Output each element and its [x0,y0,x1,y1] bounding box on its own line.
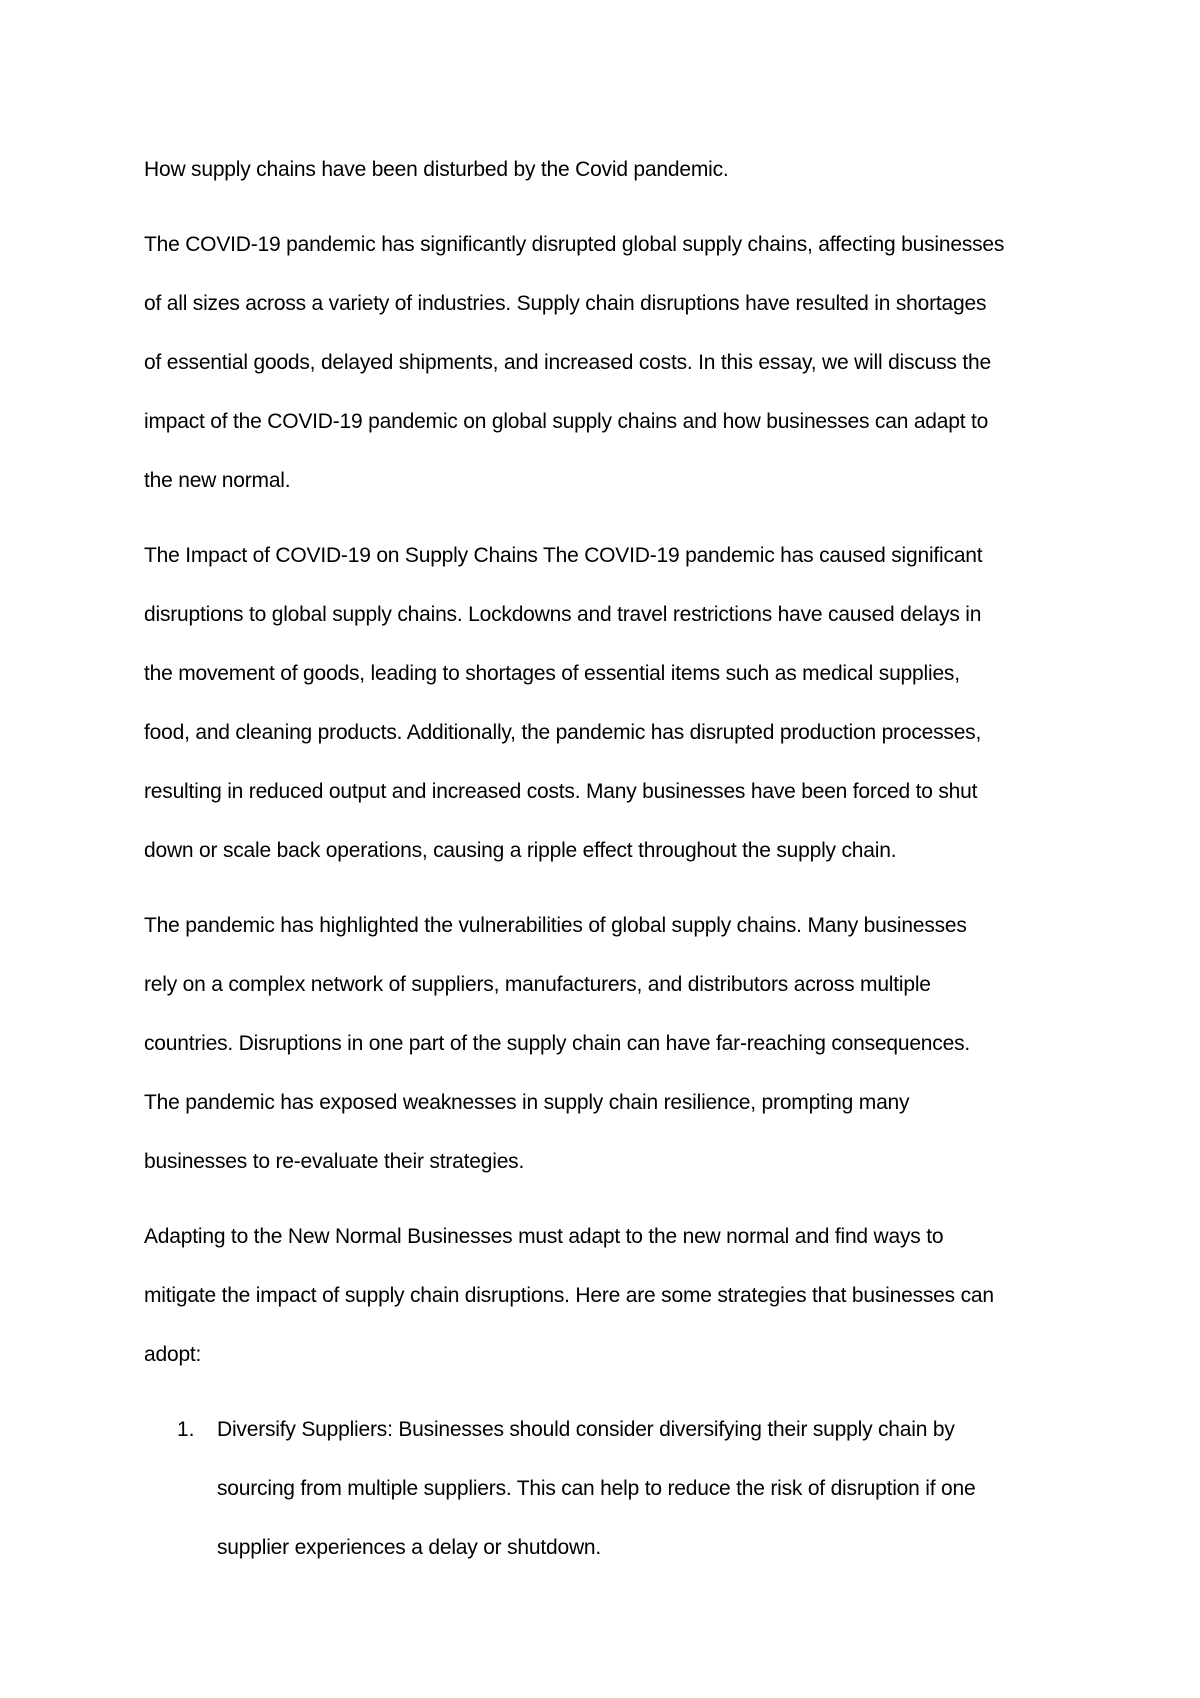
paragraph-line: disruptions to global supply chains. Lockdowns and travel restrictions have caused delays in [144,603,982,626]
paragraph-line: The pandemic has exposed weaknesses in supply chain resilience, prompting many [144,1091,910,1114]
document-body [144,140,1074,1577]
paragraph-line: Adapting to the New Normal Businesses must adapt to the new normal and find ways to [144,1225,944,1248]
list-item-line: Diversify Suppliers: Businesses should consider diversifying their supply chain by [217,1418,955,1441]
paragraph-line: The Impact of COVID-19 on Supply Chains The COVID-19 pandemic has caused significant [144,544,983,567]
paragraph [144,1207,1074,1384]
paragraph-line: mitigate the impact of supply chain disruptions. Here are some strategies that businesses can [144,1284,994,1307]
list-item [144,1400,1074,1577]
paragraph-line: rely on a complex network of suppliers, manufacturers, and distributors across multiple [144,973,931,996]
list-item-number: 1. [177,1418,195,1441]
paragraph [144,215,1074,510]
paragraph-line: the movement of goods, leading to shortages of essential items such as medical supplies, [144,662,960,685]
paragraph-line: of all sizes across a variety of industries. Supply chain disruptions have resulted in shortages [144,292,987,315]
paragraph-line: The COVID-19 pandemic has significantly disrupted global supply chains, affecting businesses [144,233,1005,256]
paragraph-line: the new normal. [144,469,291,492]
paragraph-line: countries. Disruptions in one part of the supply chain can have far-reaching consequences. [144,1032,970,1055]
paragraph-line: impact of the COVID-19 pandemic on global supply chains and how businesses can adapt to [144,410,989,433]
document-title: How supply chains have been disturbed by the Covid pandemic. [144,158,729,181]
paragraph-line: businesses to re-evaluate their strategies. [144,1150,525,1173]
paragraph [144,896,1074,1191]
paragraph-line: food, and cleaning products. Additionally, the pandemic has disrupted production processes, [144,721,982,744]
paragraph-line: adopt: [144,1343,202,1366]
paragraph [144,526,1074,880]
paragraph-line: down or scale back operations, causing a ripple effect throughout the supply chain. [144,839,897,862]
list-item-line: supplier experiences a delay or shutdown. [217,1536,602,1559]
paragraph-line: The pandemic has highlighted the vulnerabilities of global supply chains. Many businesses [144,914,967,937]
numbered-list [144,1400,1074,1577]
paragraph-line: of essential goods, delayed shipments, and increased costs. In this essay, we will discuss the [144,351,991,374]
paragraph-line: resulting in reduced output and increased costs. Many businesses have been forced to shut [144,780,978,803]
list-item-line: sourcing from multiple suppliers. This can help to reduce the risk of disruption if one [217,1477,976,1500]
